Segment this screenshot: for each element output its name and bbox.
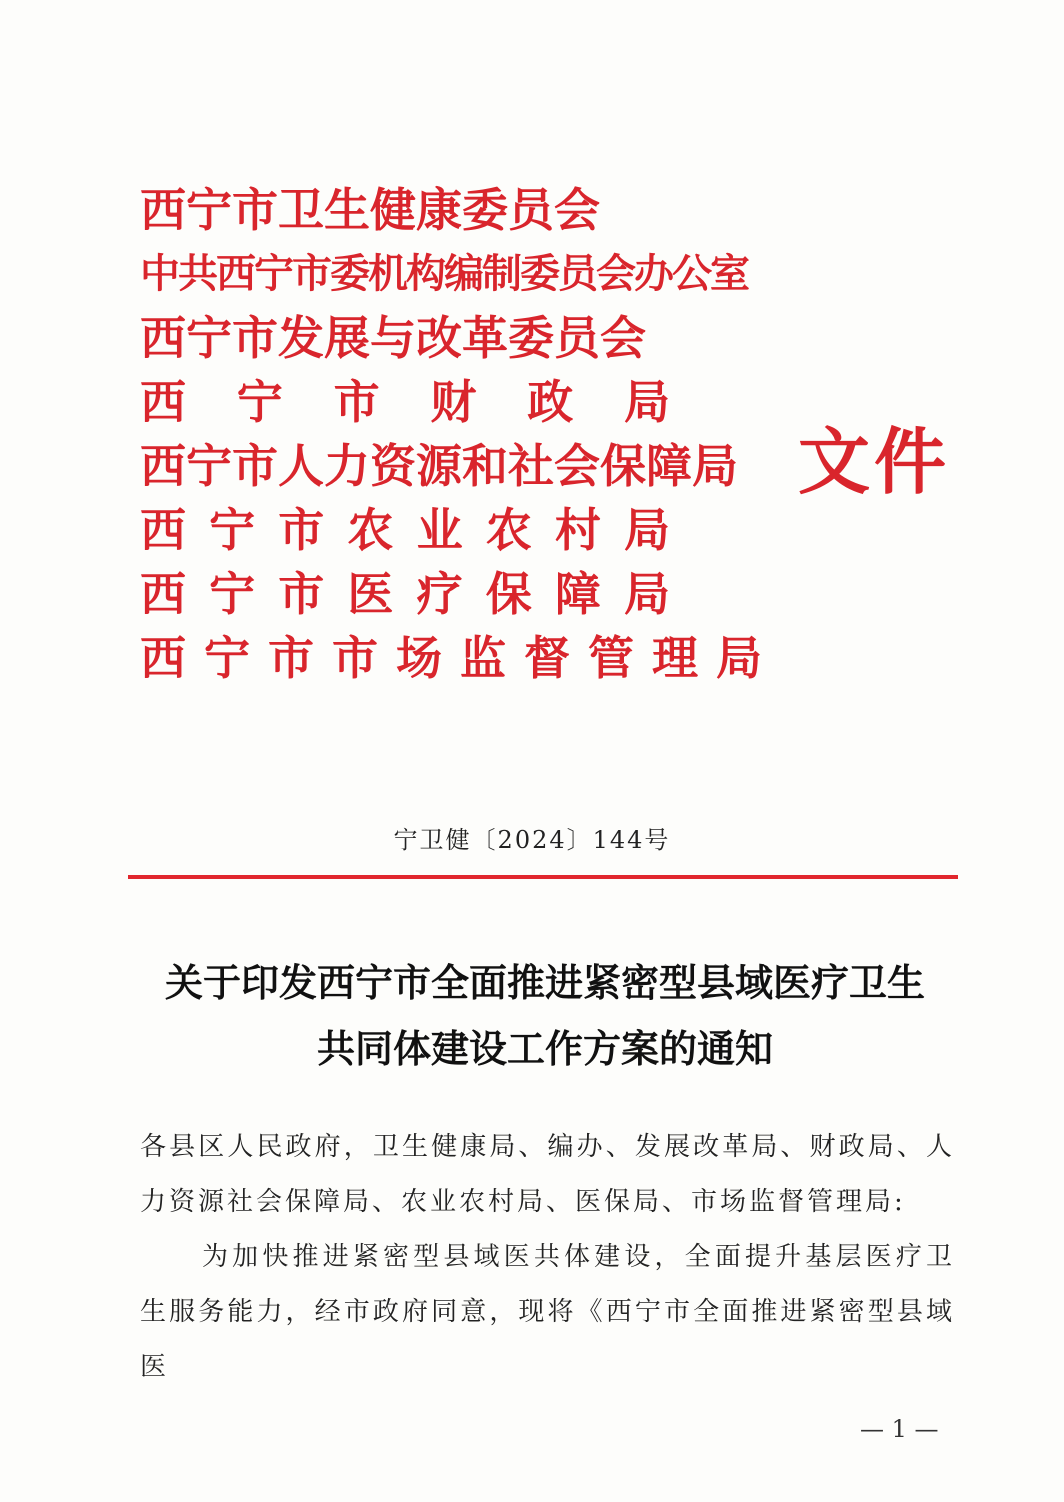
document-body [140, 1120, 955, 1395]
body-paragraph: 为加快推进紧密型县域医共体建设，全面提升基层医疗卫生服务能力，经市政府同意，现将《西宁市全面推进紧密型县域医 [140, 1242, 955, 1382]
addressee: 各县区人民政府，卫生健康局、编办、发展改革局、财政局、人力资源社会保障局、农业农村局、医保局、市场监督管理局: [140, 1132, 955, 1217]
document-title [140, 950, 950, 1082]
issuer-health-commission: 西宁市卫生健康委员会 [140, 183, 600, 237]
page-number: — 1 — [860, 1415, 939, 1443]
document-type-label: 文件 [798, 420, 951, 504]
issuer-human-resources: 西宁市人力资源和社会保障局 [140, 439, 738, 493]
red-divider-line [128, 875, 958, 879]
title-line-1: 关于印发西宁市全面推进紧密型县域医疗卫生 [164, 960, 925, 1005]
issuer-development-reform: 西宁市发展与改革委员会 [140, 311, 646, 365]
issuer-agriculture-bureau: 西 宁 市 农 业 农 村 局 [140, 503, 670, 557]
document-number: 宁卫健〔2024〕144号 [393, 826, 671, 854]
title-line-2: 共同体建设工作方案的通知 [316, 1026, 773, 1071]
issuer-market-regulation: 西宁市市场监督管理局 [140, 631, 780, 685]
issuer-staffing-office: 中共西宁市委机构编制委员会办公室 [140, 250, 748, 297]
issuer-medical-security: 西 宁 市 医 疗 保 障 局 [140, 567, 670, 621]
issuing-authorities [140, 178, 780, 690]
issuer-finance-bureau: 西 宁 市 财 政 局 [140, 375, 670, 429]
